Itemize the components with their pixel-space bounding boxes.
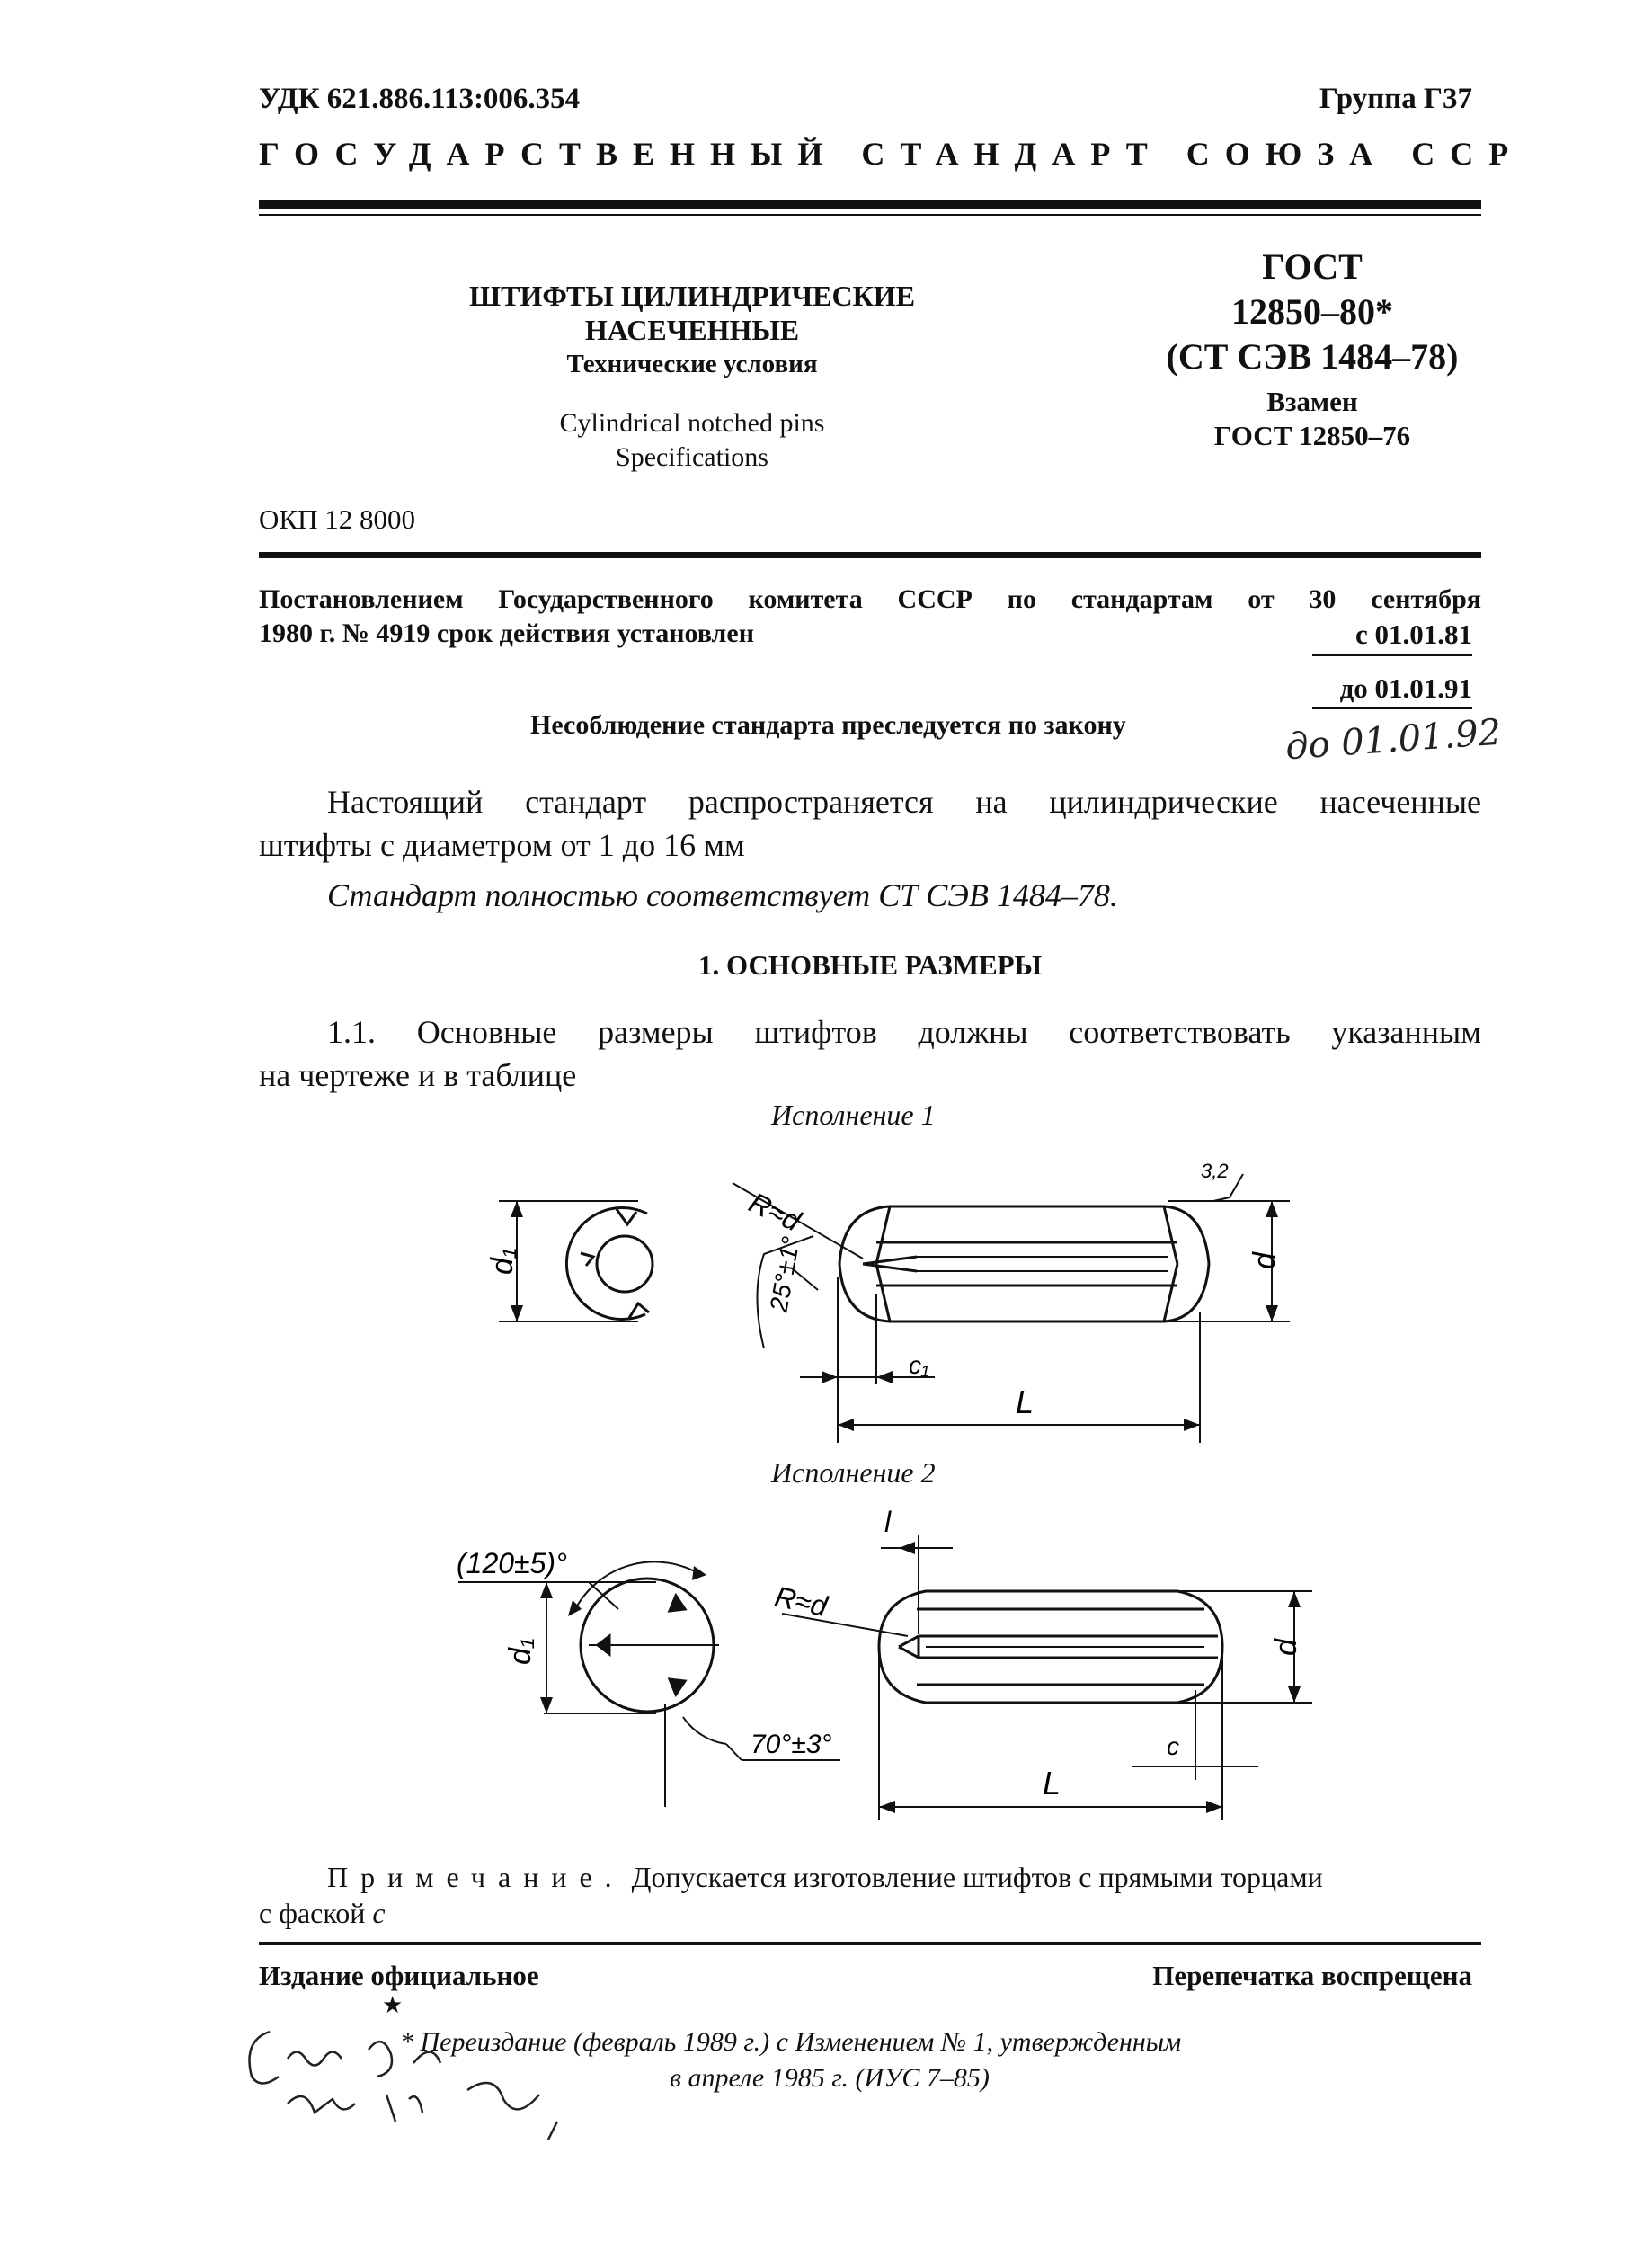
para-1-1-line-1: 1.1. Основные размеры штифтов должны соответствовать указанным bbox=[327, 1014, 1481, 1050]
v1-roughness: 3,2 bbox=[1201, 1160, 1229, 1182]
note-text-2: с фаской bbox=[259, 1897, 373, 1929]
handwritten-extension: до 01.01.92 bbox=[1283, 711, 1503, 769]
title-ru-line-2: НАСЕЧЕННЫЕ bbox=[584, 314, 800, 346]
note-text-2-var: c bbox=[372, 1897, 386, 1929]
v2-dim-c: c bbox=[1167, 1732, 1179, 1760]
intro-line-1: Настоящий стандарт распространяется на цилиндрические насеченные bbox=[327, 784, 1481, 820]
v2-dim-d1: d₁ bbox=[503, 1638, 537, 1665]
v1-dim-d: d bbox=[1248, 1252, 1282, 1269]
st-sev-number: (СТ СЭВ 1484–78) bbox=[1166, 336, 1459, 377]
v2-dim-l-small: l bbox=[884, 1506, 892, 1538]
decree-line-1: Постановлением Государственного комитета СССР по стандартам от 30 сентября bbox=[259, 584, 1481, 614]
title-en-line-2: Specifications bbox=[616, 442, 768, 472]
v1-dim-c1: c₁ bbox=[909, 1351, 929, 1379]
v1-end-view bbox=[499, 1201, 653, 1321]
handwritten-annotation bbox=[234, 2014, 701, 2175]
title-en-line-1: Cylindrical notched pins bbox=[559, 408, 825, 438]
version-2-label: Исполнение 2 bbox=[771, 1456, 936, 1489]
valid-from: с 01.01.81 bbox=[1354, 618, 1472, 650]
legal-notice: Несоблюдение стандарта преследуется по закону bbox=[530, 710, 1126, 740]
reissue-line-2: в апреле 1985 г. (ИУС 7–85) bbox=[670, 2063, 990, 2093]
v2-dim-angle-70: 70°±3° bbox=[751, 1730, 832, 1759]
official-edition: Издание официальное bbox=[259, 1960, 539, 1991]
footer-rule bbox=[259, 1942, 1481, 1945]
note-text-1: Допускается изготовление штифтов с прямыми торцами bbox=[624, 1861, 1323, 1893]
v1-dim-r: R≈d bbox=[743, 1186, 806, 1238]
gost-number: 12850–80* bbox=[1231, 291, 1393, 332]
group-code: Группа Г37 bbox=[1319, 83, 1472, 115]
v1-dim-l: L bbox=[1016, 1383, 1035, 1420]
v2-dim-L: L bbox=[1043, 1765, 1061, 1802]
section-1-title: 1. ОСНОВНЫЕ РАЗМЕРЫ bbox=[697, 949, 1043, 981]
conformity-statement: Стандарт полностью соответствует СТ СЭВ 1484–78. bbox=[327, 877, 1118, 913]
version-1-label: Исполнение 1 bbox=[771, 1099, 936, 1131]
para-1-1-line-2: на чертеже и в таблице bbox=[259, 1057, 577, 1093]
subtitle-ru: Технические условия bbox=[566, 350, 818, 378]
v1-dim-d1: d₁ bbox=[485, 1248, 520, 1275]
v1-dim-angle: 25°±1° bbox=[764, 1234, 805, 1314]
replaces-label: Взамен bbox=[1266, 386, 1358, 417]
note bbox=[259, 1859, 1481, 1931]
v2-dim-angle-120: (120±5)° bbox=[457, 1547, 567, 1579]
v2-dim-r: R≈d bbox=[771, 1579, 830, 1624]
v2-dim-d: d bbox=[1269, 1639, 1303, 1656]
replaces-value: ГОСТ 12850–76 bbox=[1213, 420, 1411, 451]
star-icon: ★ bbox=[382, 1992, 404, 2018]
title-ru-line-1: ШТИФТЫ ЦИЛИНДРИЧЕСКИЕ bbox=[468, 280, 916, 312]
valid-to: до 01.01.91 bbox=[1339, 672, 1472, 704]
intro-line-2: штифты с диаметром от 1 до 16 мм bbox=[259, 827, 745, 863]
reprint-prohibited: Перепечатка воспрещена bbox=[1152, 1960, 1472, 1991]
udk-code: УДК 621.886.113:006.354 bbox=[259, 83, 581, 115]
gost-label: ГОСТ bbox=[1262, 246, 1363, 287]
decree-line-2: 1980 г. № 4919 срок действия установлен bbox=[259, 618, 754, 648]
state-standard-heading: ГОСУДАРСТВЕННЫЙ СТАНДАРТ СОЮЗА ССР bbox=[259, 136, 1524, 172]
okp-code: ОКП 12 8000 bbox=[259, 503, 415, 535]
v1-side-view bbox=[733, 1174, 1290, 1443]
note-label: Примечание. bbox=[327, 1861, 625, 1893]
reissue-line-1: * Переиздание (февраль 1989 г.) с Изменением № 1, утвержденным bbox=[400, 2027, 1182, 2057]
